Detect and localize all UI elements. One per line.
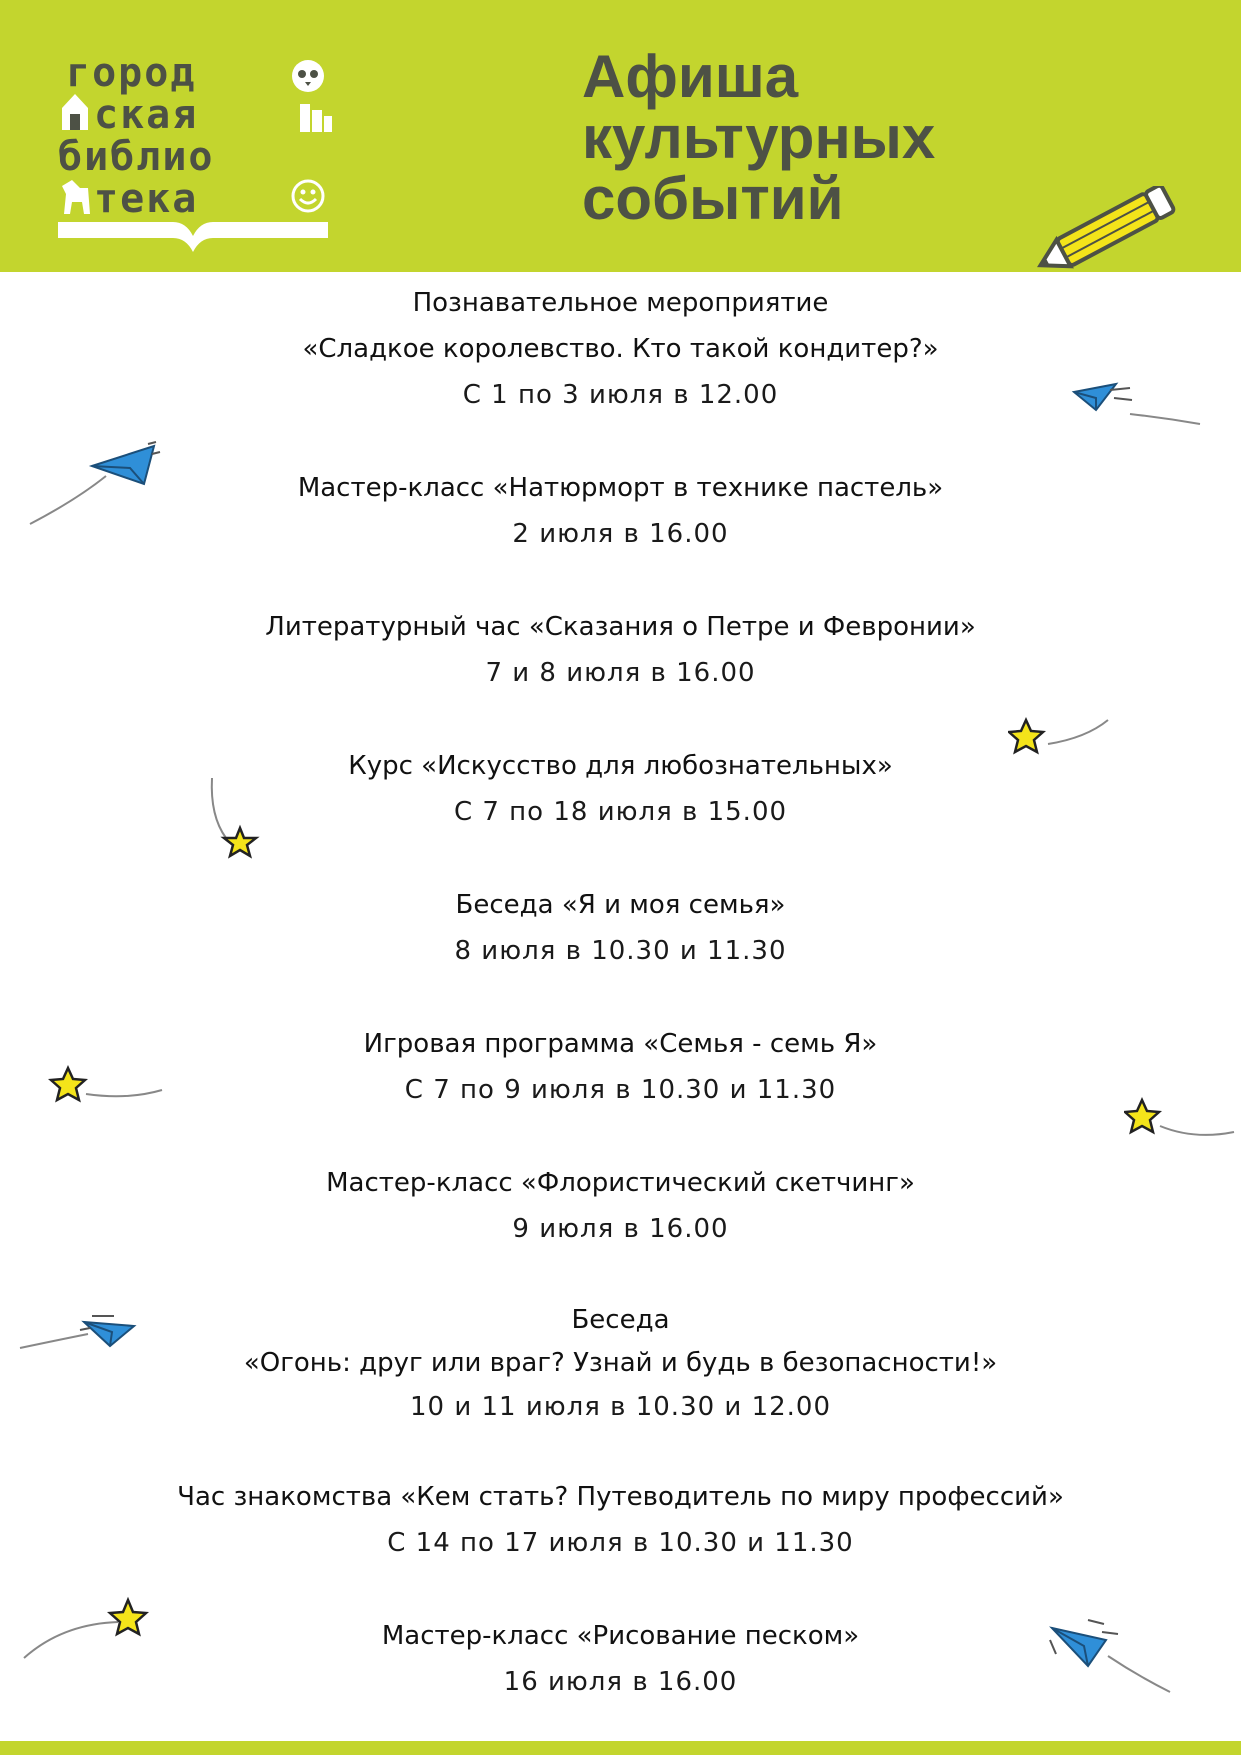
paper-plane-icon: [1048, 1614, 1174, 1694]
event-title: «Сладкое королевство. Кто такой кондитер?»: [302, 334, 939, 364]
event-title: Мастер-класс «Рисование песком»: [381, 1621, 860, 1651]
paper-plane-icon: [26, 440, 162, 530]
event-date: 2 июля в 16.00: [512, 519, 729, 549]
event-item: [0, 465, 1241, 557]
event-date: С 14 по 17 июля в 10.30 и 11.30: [387, 1528, 854, 1558]
event-title: Литературный час «Сказания о Петре и Февронии»: [265, 612, 976, 642]
event-item: [0, 1021, 1241, 1113]
pencil-icon: [1028, 186, 1190, 274]
horse-icon: [58, 174, 94, 218]
logo-line: тека: [94, 176, 199, 222]
event-date: 9 июля в 16.00: [512, 1214, 729, 1244]
star-icon: [1008, 716, 1112, 766]
event-item: [0, 604, 1241, 696]
event-date: С 7 по 9 июля в 10.30 и 11.30: [404, 1075, 837, 1105]
event-date: 7 и 8 июля в 16.00: [485, 658, 756, 688]
event-title: Мастер-класс «Флористический скетчинг»: [326, 1168, 915, 1198]
event-title: Час знакомства «Кем стать? Путеводитель по миру профессий»: [177, 1482, 1064, 1512]
event-title: Познавательное мероприятие: [412, 288, 829, 318]
event-date: С 7 по 18 июля в 15.00: [453, 797, 788, 827]
smiley-icon: [288, 176, 328, 216]
event-date: 8 июля в 10.30 и 11.30: [454, 936, 787, 966]
paper-plane-icon: [18, 1310, 138, 1352]
footer-bar: [0, 1741, 1241, 1755]
owl-icon: [286, 54, 330, 98]
logo-line: ская: [94, 92, 199, 138]
event-item: [0, 1299, 1241, 1429]
header-banner: [0, 0, 1241, 272]
event-item: [0, 1160, 1241, 1252]
event-title: Курс «Искусство для любознательных»: [348, 751, 893, 781]
star-icon: [22, 1596, 152, 1660]
open-book-icon: [58, 220, 328, 256]
event-item: [0, 280, 1241, 418]
books-icon: [296, 96, 336, 136]
library-logo: [58, 52, 333, 252]
event-title: «Огонь: друг или враг? Узнай и будь в безопасности!»: [243, 1348, 998, 1378]
star-icon: [48, 1064, 166, 1116]
title-line: событий: [582, 165, 844, 232]
event-item: [0, 1474, 1241, 1566]
poster-title: [582, 43, 1102, 232]
paper-plane-icon: [1070, 378, 1206, 430]
house-icon: [58, 88, 92, 132]
event-date: 16 июля в 16.00: [503, 1667, 738, 1697]
event-date: С 1 по 3 июля в 12.00: [462, 380, 779, 410]
title-line: Афиша: [582, 43, 799, 110]
event-title: Беседа: [571, 1305, 670, 1335]
star-icon: [1124, 1096, 1236, 1146]
title-line: культурных: [582, 104, 936, 171]
event-title: Мастер-класс «Натюрморт в технике пастель»: [297, 473, 944, 503]
event-title: Игровая программа «Семья - семь Я»: [363, 1029, 878, 1059]
event-title: Беседа «Я и моя семья»: [455, 890, 786, 920]
logo-line: библио: [58, 134, 215, 180]
logo-line: город: [66, 50, 197, 96]
event-item: [0, 882, 1241, 974]
event-date: 10 и 11 июля в 10.30 и 12.00: [409, 1392, 832, 1422]
star-icon: [204, 776, 264, 866]
